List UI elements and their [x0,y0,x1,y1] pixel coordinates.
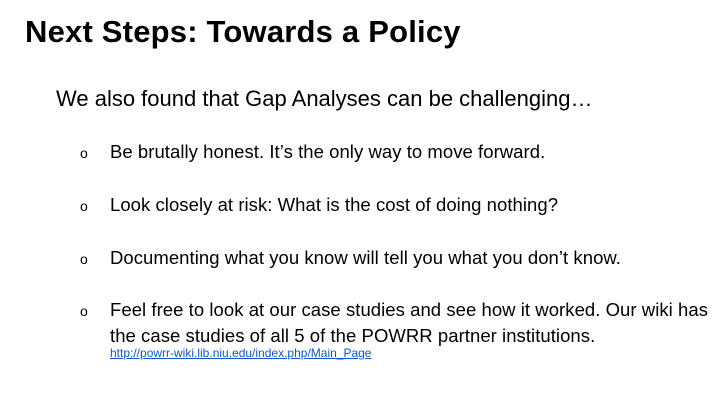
slide-title: Next Steps: Towards a Policy [25,14,461,49]
bullet-marker-icon: o [80,145,88,161]
bullet-text: Documenting what you know will tell you what you don’t know. [110,247,621,268]
bullet-text: Look closely at risk: What is the cost of doing nothing? [110,194,559,215]
bullet-item [80,245,710,272]
intro-text: We also found that Gap Analyses can be challenging… [56,86,593,111]
bullet-marker-icon: o [80,303,88,319]
bullet-marker-icon: o [80,251,88,267]
bullet-item [80,139,710,166]
bullet-text: Be brutally honest. It’s the only way to move forward. [110,141,546,162]
bullet-item [80,192,710,219]
bullet-text: Feel free to look at our case studies and see how it worked. Our wiki has the case studies of all 5 of the POWRR partner institutions. [110,299,708,346]
bullet-item [80,297,710,349]
wiki-link[interactable]: http://powrr-wiki.lib.niu.edu/index.php/Main_Page [110,346,372,360]
bullet-marker-icon: o [80,198,88,214]
